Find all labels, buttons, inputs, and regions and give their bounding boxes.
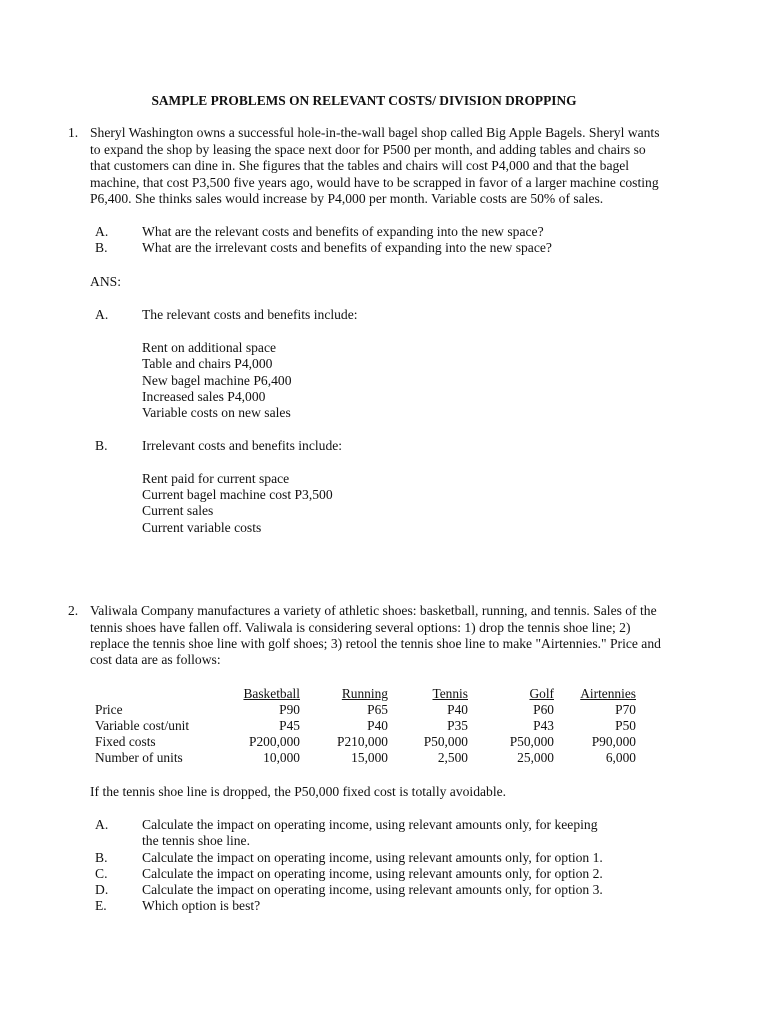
problem-1-line: Sheryl Washington owns a successful hole-in-the-wall bagel shop called Big Apple Bagels. Sheryl wants <box>90 125 660 140</box>
answer-a-heading: The relevant costs and benefits include: <box>142 307 358 322</box>
list-item: Current sales <box>142 503 214 518</box>
question-letter: C. <box>95 866 108 881</box>
answer-a-letter: A. <box>95 307 109 322</box>
problem-2-number: 2. <box>68 603 79 618</box>
row-label: Price <box>95 702 123 717</box>
column-header: Tennis <box>432 686 468 701</box>
table-cell: P90,000 <box>591 734 636 749</box>
question-letter: E. <box>95 898 107 913</box>
table-cell: P40 <box>367 718 388 733</box>
page-title: SAMPLE PROBLEMS ON RELEVANT COSTS/ DIVISION DROPPING <box>151 93 577 108</box>
question-letter: A. <box>95 224 109 239</box>
question-text: Calculate the impact on operating income, using relevant amounts only, for keeping <box>142 817 598 832</box>
table-cell: 15,000 <box>351 750 388 765</box>
answer-label: ANS: <box>90 274 121 289</box>
table-cell: P43 <box>533 718 554 733</box>
question-text: What are the relevant costs and benefits of expanding into the new space? <box>142 224 544 239</box>
problem-2-line: tennis shoes have fallen off. Valiwala is considering several options: 1) drop the tennis shoe line; 2) <box>90 620 631 635</box>
question-text: What are the irrelevant costs and benefits of expanding into the new space? <box>142 240 552 255</box>
table-cell: P50,000 <box>509 734 554 749</box>
table-cell: P50 <box>615 718 636 733</box>
table-cell: P50,000 <box>423 734 468 749</box>
table-cell: 6,000 <box>605 750 636 765</box>
question-letter: B. <box>95 240 108 255</box>
problem-1-line: that customers can dine in. She figures that the tables and chairs will cost P4,000 and that the bagel <box>90 158 630 173</box>
table-corner <box>95 686 230 702</box>
table-cell: P45 <box>279 718 300 733</box>
column-header: Airtennies <box>580 686 636 701</box>
list-item: Rent on additional space <box>142 340 277 355</box>
table-cell: 25,000 <box>517 750 554 765</box>
question-letter: B. <box>95 850 108 865</box>
problem-2-line: replace the tennis shoe line with golf shoes; 3) retool the tennis shoe line to make "Airtennies." Price and <box>90 636 661 651</box>
row-label: Number of units <box>95 750 183 765</box>
problem-2-line: cost data are as follows: <box>90 652 221 667</box>
question-letter: A. <box>95 817 109 832</box>
table-cell: P70 <box>615 702 636 717</box>
table-header-row <box>95 686 636 702</box>
table-cell: P60 <box>533 702 554 717</box>
row-label: Fixed costs <box>95 734 156 749</box>
question-text: Calculate the impact on operating income, using relevant amounts only, for option 1. <box>142 850 603 865</box>
list-item: Variable costs on new sales <box>142 405 291 420</box>
table-cell: P35 <box>447 718 468 733</box>
table-cell: P200,000 <box>249 734 300 749</box>
question-letter: D. <box>95 882 109 897</box>
list-item: Current bagel machine cost P3,500 <box>142 487 333 502</box>
list-item: Current variable costs <box>142 520 262 535</box>
table-row <box>95 734 636 750</box>
list-item: Rent paid for current space <box>142 471 290 486</box>
table-cell: P210,000 <box>337 734 388 749</box>
table-cell: P40 <box>447 702 468 717</box>
avoidable-cost-note: If the tennis shoe line is dropped, the P50,000 fixed cost is totally avoidable. <box>90 784 507 799</box>
answer-b-letter: B. <box>95 438 108 453</box>
table-cell: P65 <box>367 702 388 717</box>
column-header: Golf <box>529 686 554 701</box>
problem-1-line: to expand the shop by leasing the space next door for P500 per month, and adding tables and chairs so <box>90 142 646 157</box>
table-cell: P90 <box>279 702 300 717</box>
question-text: Which option is best? <box>142 898 261 913</box>
list-item: Increased sales P4,000 <box>142 389 266 404</box>
question-text: Calculate the impact on operating income, using relevant amounts only, for option 2. <box>142 866 603 881</box>
table-row <box>95 718 636 734</box>
column-header: Basketball <box>243 686 300 701</box>
table-cell: 2,500 <box>437 750 468 765</box>
column-header: Running <box>341 686 388 701</box>
problem-2-line: Valiwala Company manufactures a variety of athletic shoes: basketball, running, and tennis. Sales of the <box>90 603 657 618</box>
answer-b-heading: Irrelevant costs and benefits include: <box>142 438 343 453</box>
list-item: New bagel machine P6,400 <box>142 373 292 388</box>
table-cell: 10,000 <box>263 750 300 765</box>
table-row <box>95 702 636 718</box>
row-label: Variable cost/unit <box>95 718 190 733</box>
cost-data-table <box>95 686 636 766</box>
list-item: Table and chairs P4,000 <box>142 356 273 371</box>
problem-1-line: machine, that cost P3,500 five years ago, would have to be scrapped in favor of a larger machine costing <box>90 175 659 190</box>
problem-1-number: 1. <box>68 125 79 140</box>
question-text-continued: the tennis shoe line. <box>142 833 250 848</box>
table-row <box>95 750 636 766</box>
question-text: Calculate the impact on operating income, using relevant amounts only, for option 3. <box>142 882 603 897</box>
problem-1-line: P6,400. She thinks sales would increase by P4,000 per month. Variable costs are 50% of sales. <box>90 191 604 206</box>
